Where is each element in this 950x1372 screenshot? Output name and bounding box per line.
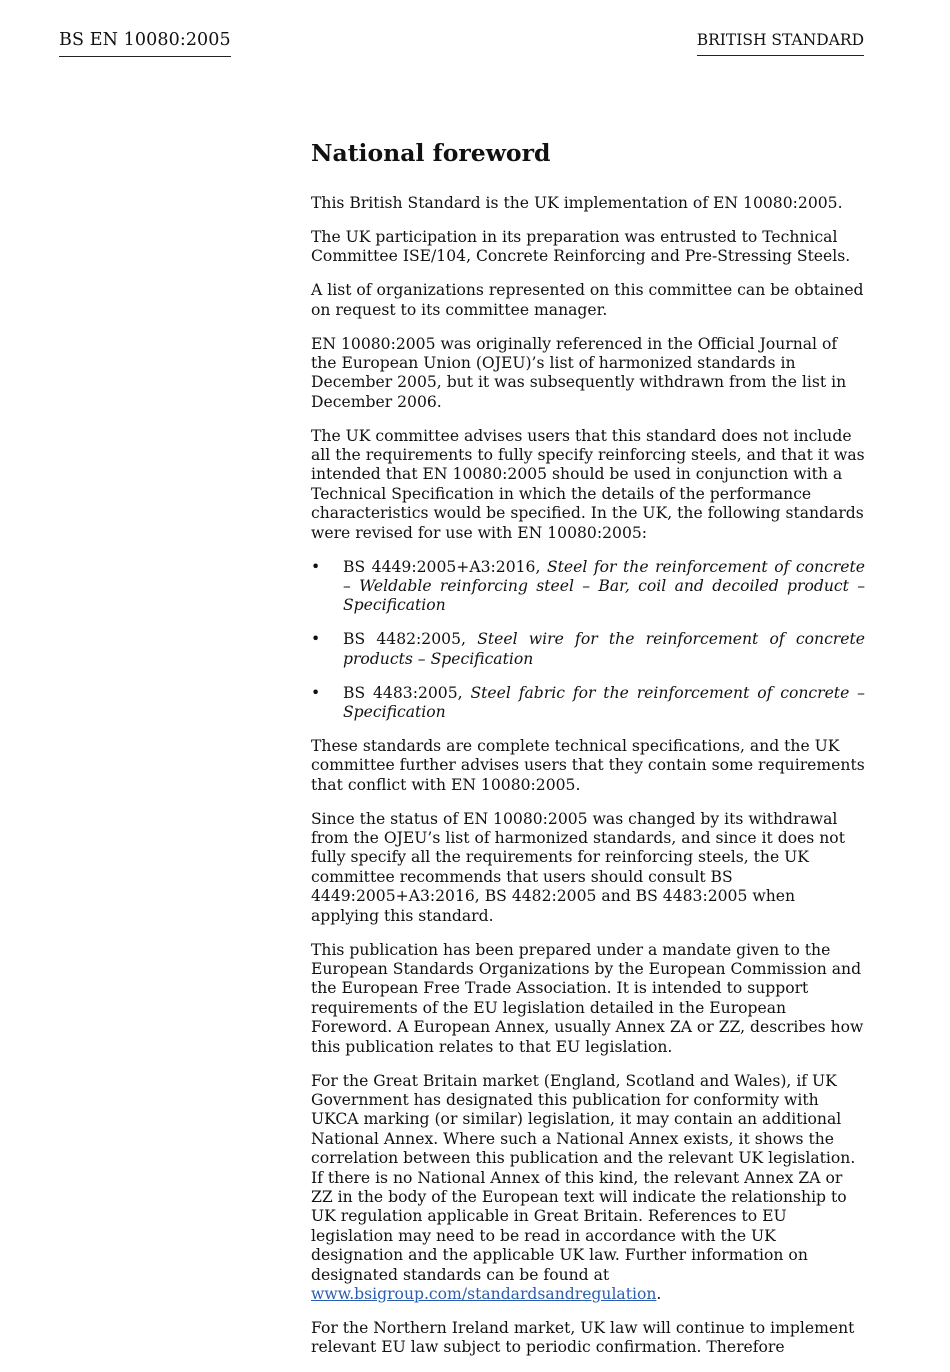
paragraph-uk-advice: The UK committee advises users that this standard does not include all the requirements to fully specify reinforcing steels, and that it was intended that EN 10080:2005 should be used in conjunction with a Technical Specification in which the details of the performance characteristics would be specified. In the UK, the following standards were revised for use with EN 10080:2005: — [311, 426, 865, 542]
national-foreword — [311, 138, 865, 1372]
bullet-icon: • — [311, 630, 321, 649]
paragraph-organizations: A list of organizations represented on this committee can be obtained on request to its committee manager. — [311, 281, 864, 319]
document-type-label: BRITISH STANDARD — [697, 31, 864, 56]
paragraph-great-britain — [311, 1072, 865, 1305]
paragraph-northern-ireland: For the Northern Ireland market, UK law will continue to implement relevant EU law subject to periodic confirmation. Therefore — [311, 1318, 855, 1357]
paragraph-implementation: This British Standard is the UK implementation of EN 10080:2005. — [311, 194, 843, 212]
standard-code: BS 4482:2005, — [343, 630, 466, 649]
standard-code: BS 4449:2005+A3:2016, — [343, 557, 541, 576]
standard-title: Steel wire for the reinforcement of concrete products – Specification — [343, 630, 865, 668]
list-item — [311, 684, 865, 723]
list-item — [311, 558, 865, 616]
standard-title: Steel fabric for the reinforcement of concrete – Specification — [343, 683, 865, 722]
document-id: BS EN 10080:2005 — [59, 30, 231, 57]
bullet-icon: • — [311, 557, 321, 576]
standards-list — [311, 558, 865, 723]
link-suffix: . — [656, 1285, 662, 1303]
section-title: National foreword — [311, 139, 551, 167]
paragraph-conflict: These standards are complete technical specifications, and the UK committee further advises users that they contain some requirements that conflict with EN 10080:2005. — [311, 736, 865, 794]
standards-regulation-link[interactable]: www.bsigroup.com/standardsandregulation — [311, 1285, 657, 1303]
standard-title: Steel for the reinforcement of concrete – Weldable reinforcing steel – Bar, coil and decoiled product – Specification — [343, 557, 865, 615]
paragraph-status-change: Since the status of EN 10080:2005 was changed by its withdrawal from the OJEU’s list of harmonized standards, and since it does not fully specify all the requirements for reinforcing steels, the UK committee recommends that users should consult BS 4449:2005+A3:2016, BS 4482:2005 and BS 4483:2005 when applying this standard. — [311, 809, 845, 925]
paragraph-great-britain-text: For the Great Britain market (England, Scotland and Wales), if UK Government has designated this publication for conformity with UKCA marking (or similar) legislation, it may contain an additional National Annex. Where such a National Annex exists, it shows the correlation between this publication and the relevant UK legislation. If there is no National Annex of this kind, the relevant Annex ZA or ZZ in the body of the European text will indicate the relationship to UK regulation applicable in Great Britain. References to EU legislation may need to be read in accordance with the UK designation and the applicable UK law. Further information on designated standards can be found at — [311, 1071, 856, 1284]
paragraph-mandate: This publication has been prepared under a mandate given to the European Standards Organizations by the European Commission and the European Free Trade Association. It is intended to support requirements of the EU legislation detailed in the European Foreword. A European Annex, usually Annex ZA or ZZ, describes how this publication relates to that EU legislation. — [311, 940, 864, 1056]
standard-code: BS 4483:2005, — [343, 683, 463, 702]
list-item — [311, 630, 865, 669]
bullet-icon: • — [311, 683, 321, 702]
paragraph-committee: The UK participation in its preparation was entrusted to Technical Committee ISE/104, Concrete Reinforcing and Pre-Stressing Steels. — [311, 227, 851, 266]
paragraph-ojeu-history: EN 10080:2005 was originally referenced in the Official Journal of the European Union (OJEU)’s list of harmonized standards in December 2005, but it was subsequently withdrawn from the list in December 2006. — [311, 334, 847, 411]
